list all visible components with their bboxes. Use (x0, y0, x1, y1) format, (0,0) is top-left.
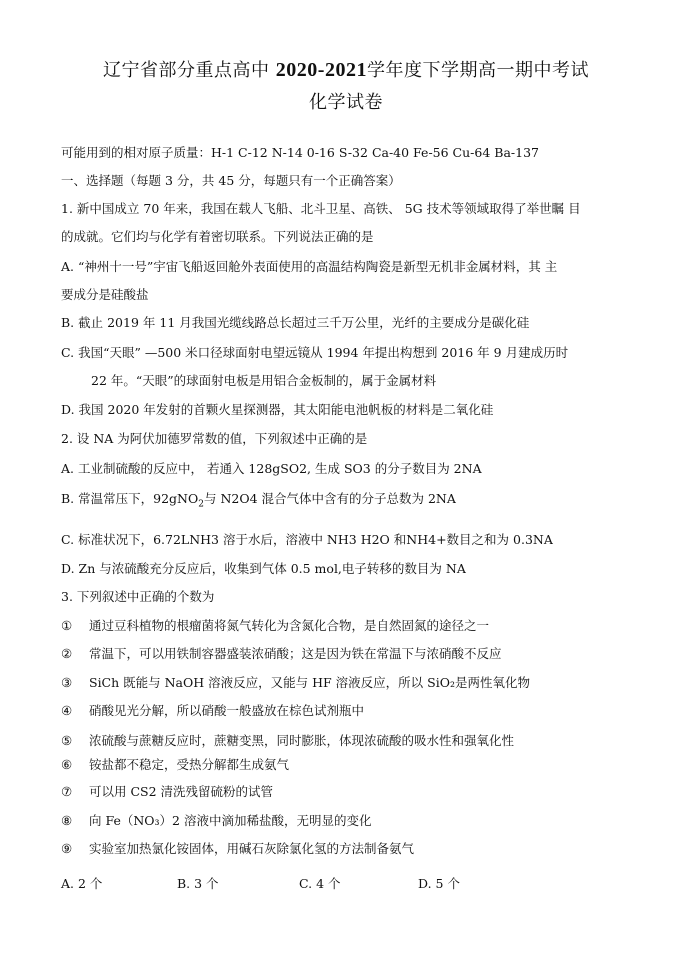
q3-item (61, 616, 489, 634)
q3-choice-d: D. 5 个 (418, 876, 460, 891)
q2-option-b-part2: 与 N2O4 混合气体中含有的分子总数为 2NA (203, 491, 456, 506)
q3-item (61, 731, 514, 749)
q2-option-b-part1: B. 常温常压下，92gNO (61, 491, 199, 506)
atomic-masses: 可能用到的相对原子质量：H-1 C-12 N-14 0-16 S-32 Ca-40 Fe-56 Cu-64 Ba-137 (61, 145, 539, 160)
q2-option-a: A. 工业制硫酸的反应中， 若通入 128gSO2, 生成 SO3 的分子数目为 2NA (61, 461, 482, 476)
q3-item-mark: ③ (61, 675, 73, 690)
q3-item-text: 铵盐都不稳定，受热分解都生成氨气 (89, 757, 290, 772)
q3-item-text: 实验室加热氯化铵固体，用碱石灰除氯化氢的方法制备氨气 (89, 841, 415, 856)
q3-item-text: 常温下，可以用铁制容器盛装浓硝酸；这是因为铁在常温下与浓硝酸不反应 (89, 646, 502, 661)
q2-option-d: D. Zn 与浓硫酸充分反应后，收集到气体 0.5 mol,电子转移的数目为 NA (61, 561, 466, 576)
exam-title (0, 56, 692, 82)
title-term: 学年度下学期高一期中考试 (366, 60, 589, 81)
q3-item-text: 向 Fe（NO₃）2 溶液中滴加稀盐酸，无明显的变化 (89, 813, 372, 828)
q3-item-mark: ⑥ (61, 757, 73, 772)
q3-item-mark: ⑨ (61, 841, 73, 856)
q1-option-b: B. 截止 2019 年 11 月我国光缆线路总长超过三千万公里，光纤的主要成分是碳化硅 (61, 315, 530, 330)
q1-option-a-line2: 要成分是硅酸盐 (61, 287, 149, 302)
q3-item (61, 782, 273, 800)
q3-choice-b: B. 3 个 (177, 876, 219, 891)
q3-item-mark: ⑧ (61, 813, 73, 828)
q3-item-text: 硝酸见光分解，所以硝酸一般盛放在棕色试剂瓶中 (89, 703, 365, 718)
q3-stem: 3. 下列叙述中正确的个数为 (61, 589, 215, 604)
q2-stem: 2. 设 NA 为阿伏加德罗常数的值，下列叙述中正确的是 (61, 431, 368, 446)
q2-option-b-subscript: 2 (198, 499, 204, 510)
q3-item-mark: ② (61, 646, 73, 661)
q1-option-c-line2: 22 年。“天眼”的球面射电板是用铝合金板制的，属于金属材料 (91, 373, 437, 388)
q1-stem-line1: 1. 新中国成立 70 年来，我国在载人飞船、北斗卫星、高铁、 5G 技术等领域取得了举世瞩 目 (61, 201, 581, 216)
q3-item (61, 644, 502, 662)
q2-option-b (61, 489, 456, 510)
q1-stem-line2: 的成就。它们均与化学有着密切联系。下列说法正确的是 (61, 229, 374, 244)
q3-item (61, 839, 414, 857)
q3-item (61, 701, 364, 719)
q3-item (61, 673, 530, 691)
q1-option-d: D. 我国 2020 年发射的首颗火星探测器，其太阳能电池帆板的材料是二氧化硅 (61, 402, 494, 417)
q3-choice-a: A. 2 个 (61, 876, 103, 891)
title-school: 辽宁省部分重点高中 (103, 60, 270, 81)
q3-item-mark: ④ (61, 703, 73, 718)
section-heading: 一、选择题（每题 3 分，共 45 分，每题只有一个正确答案） (61, 173, 401, 188)
q3-item-text: 浓硫酸与蔗糖反应时，蔗糖变黑，同时膨胀，体现浓硫酸的吸水性和强氧化性 (89, 733, 515, 748)
q1-option-c-line1: C. 我国“天眼” —500 米口径球面射电望远镜从 1994 年提出构想到 2016 年 9 月建成历时 (61, 345, 569, 360)
q3-item (61, 811, 371, 829)
q3-choice-c: C. 4 个 (299, 876, 341, 891)
q2-option-c: C. 标准状况下，6.72LNH3 溶于水后，溶液中 NH3 H2O 和NH4+数目之和为 0.3NA (61, 532, 553, 547)
q3-item-mark: ⑦ (61, 784, 73, 799)
q3-item-text: SiCh 既能与 NaOH 溶液反应，又能与 HF 溶液反应，所以 SiO₂是两性氧化物 (89, 675, 530, 690)
q3-item-mark: ⑤ (61, 733, 73, 748)
q3-item-text: 通过豆科植物的根瘤菌将氮气转化为含氮化合物，是自然固氮的途径之一 (89, 618, 490, 633)
exam-subject: 化学试卷 (309, 92, 383, 113)
q3-item-mark: ① (61, 618, 73, 633)
q3-item (61, 755, 289, 773)
q3-item-text: 可以用 CS2 清洗残留硫粉的试管 (89, 784, 274, 799)
q1-option-a-line1: A. “神州十一号”宇宙飞船返回舱外表面使用的高温结构陶瓷是新型无机非金属材料，其 主 (61, 259, 558, 274)
title-year: 2020-2021 (275, 59, 367, 81)
